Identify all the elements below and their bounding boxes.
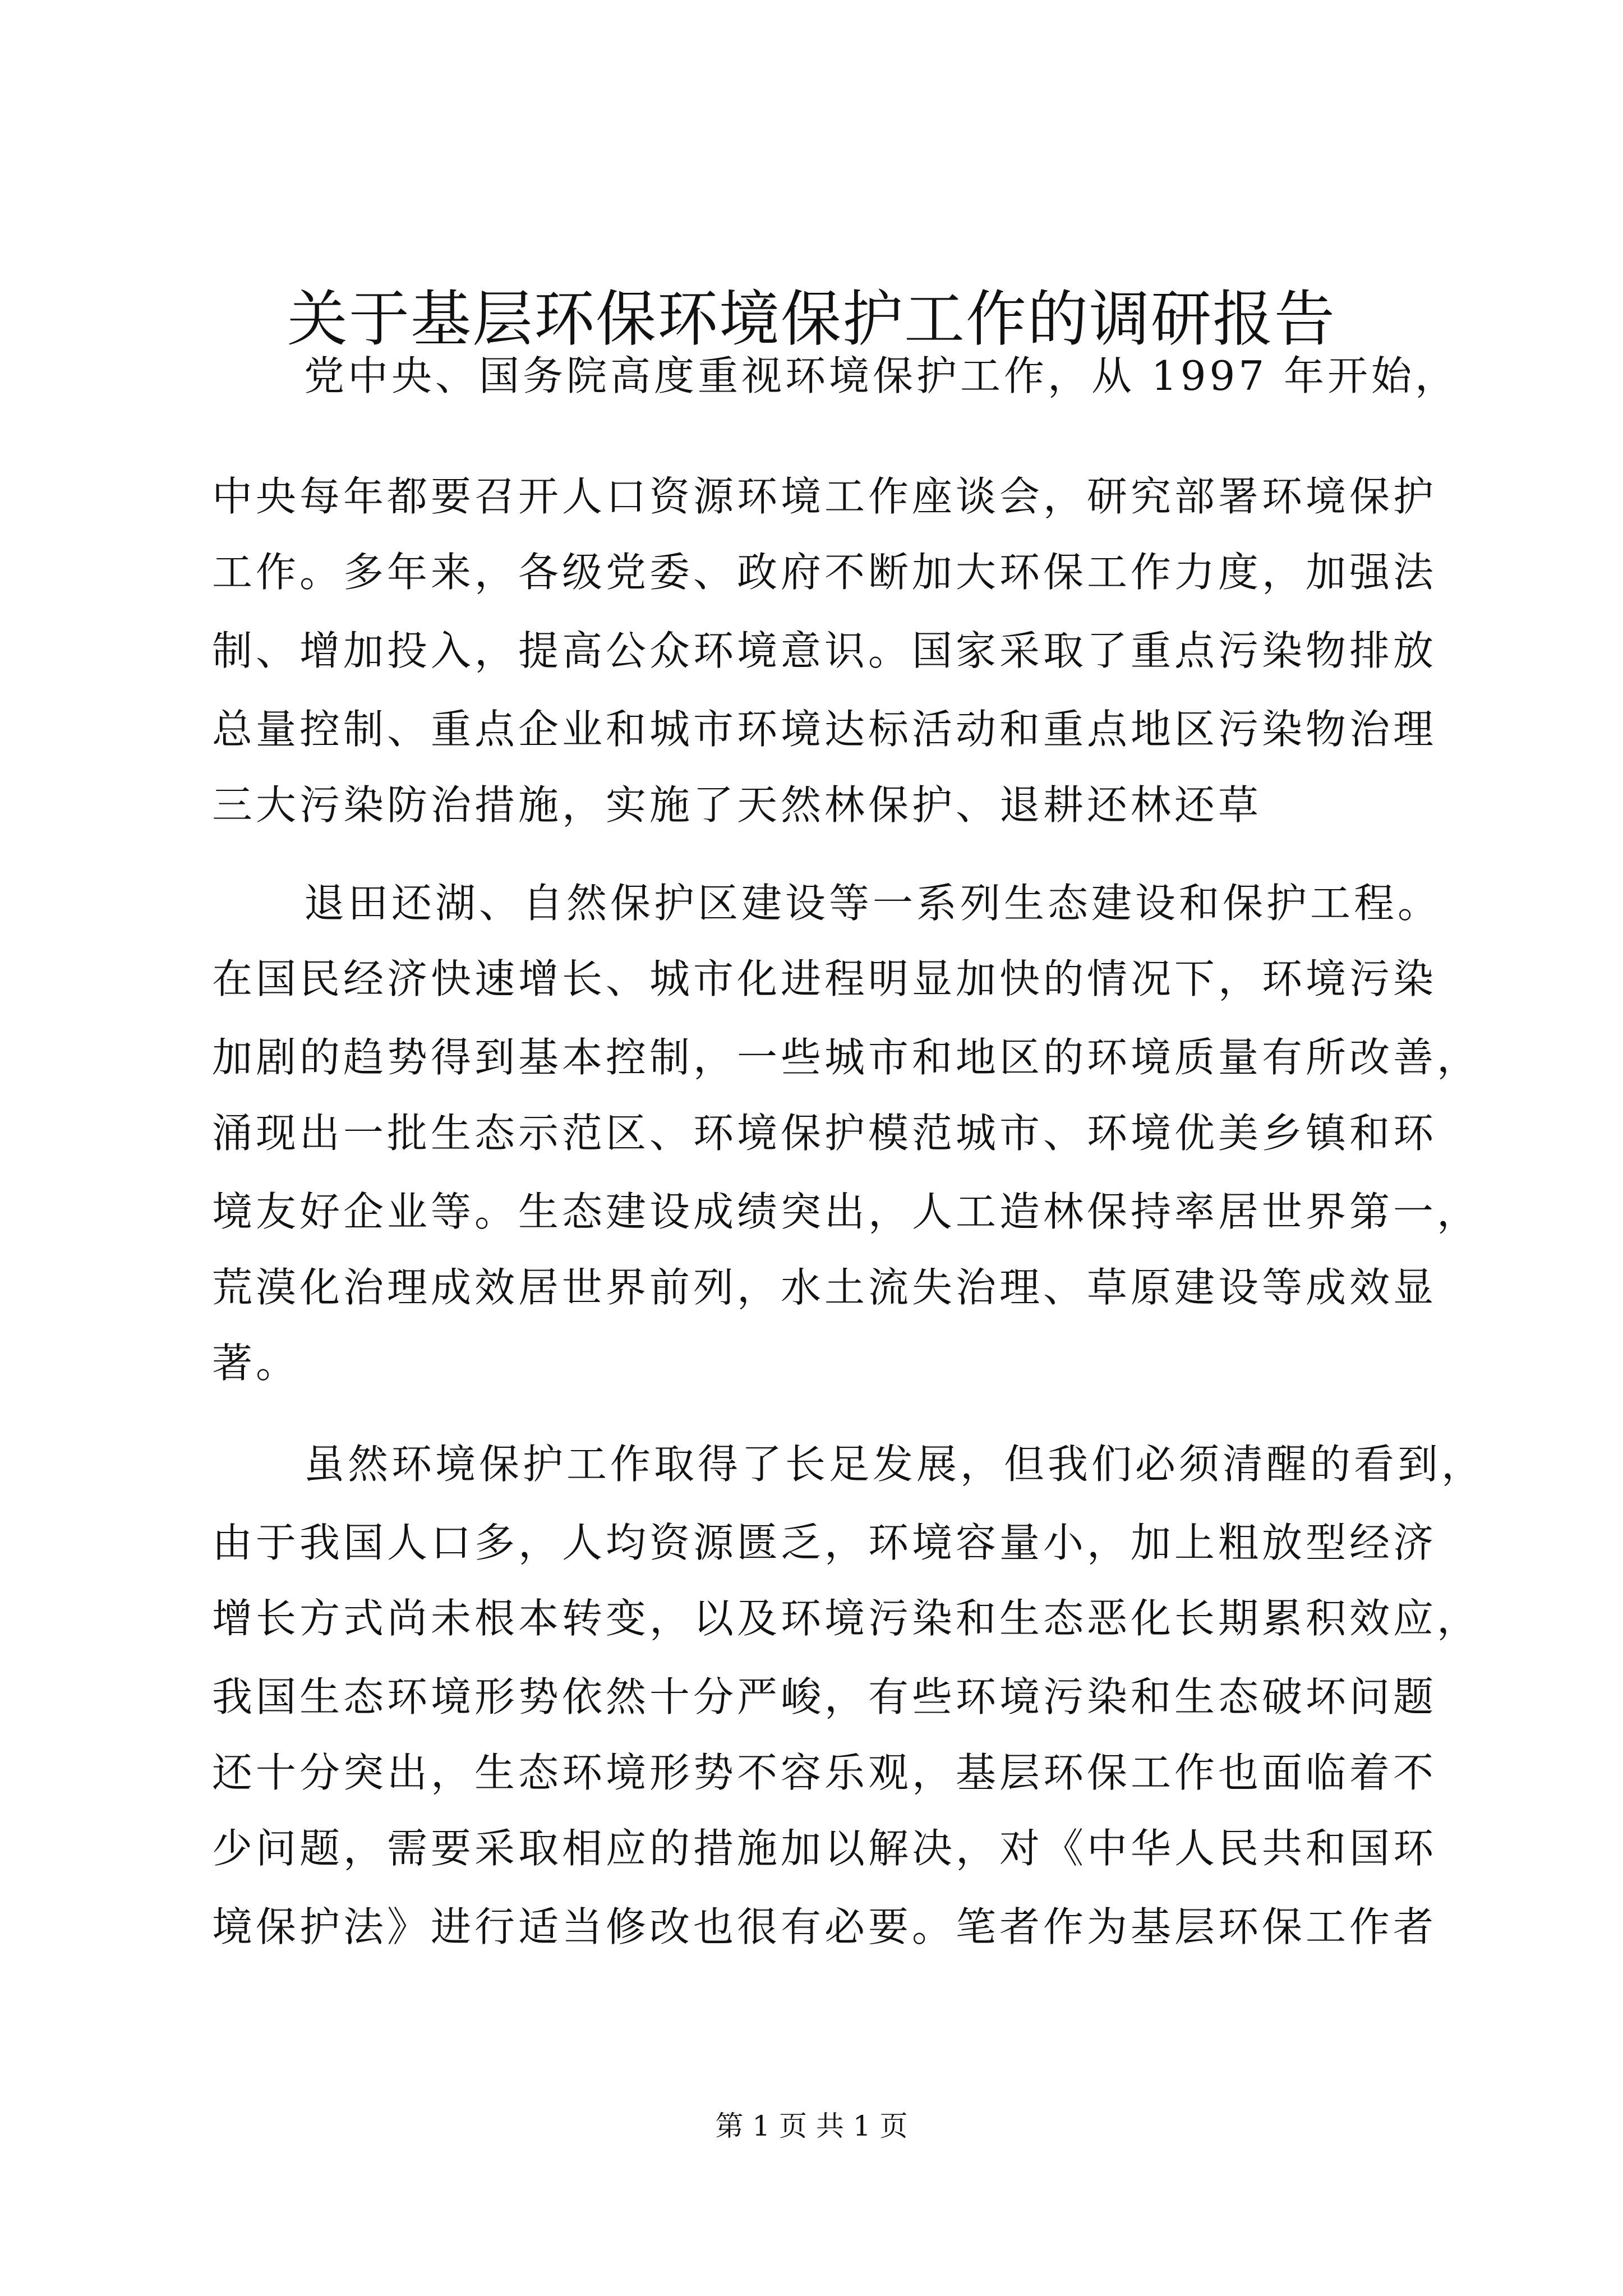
paragraph-line: 荒漠化治理成效居世界前列，水土流失治理、草原建设等成效显 (212, 1264, 1437, 1311)
paragraph-line: 著。 (212, 1340, 300, 1387)
paragraph-line: 中央每年都要召开人口资源环境工作座谈会，研究部署环境保护 (212, 473, 1437, 520)
document-title: 关于基层环保环境保护工作的调研报告 (287, 284, 1336, 355)
paragraph-line: 还十分突出，生态环境形势不容乐观，基层环保工作也面临着不 (212, 1749, 1437, 1796)
paragraph-line: 我国生态环境形势依然十分严峻，有些环境污染和生态破坏问题 (212, 1673, 1437, 1720)
paragraph-line: 由于我国人口多，人均资源匮乏，环境容量小，加上粗放型经济 (212, 1519, 1437, 1566)
paragraph-line: 退田还湖、自然保护区建设等一系列生态建设和保护工程。 (304, 880, 1442, 927)
paragraph-line: 在国民经济快速增长、城市化进程明显加快的情况下，环境污染 (212, 955, 1437, 1002)
paragraph-line: 总量控制、重点企业和城市环境达标活动和重点地区污染物治理 (212, 706, 1437, 753)
paragraph-line: 虽然环境保护工作取得了长足发展，但我们必须清醒的看到， (304, 1441, 1486, 1488)
paragraph-line: 制、增加投入，提高公众环境意识。国家采取了重点污染物排放 (212, 627, 1437, 674)
paragraph-line: 加剧的趋势得到基本控制，一些城市和地区的环境质量有所改善， (212, 1034, 1481, 1081)
paragraph-line: 增长方式尚未根本转变，以及环境污染和生态恶化长期累积效应， (212, 1595, 1481, 1642)
page-number-footer: 第 1 页 共 1 页 (715, 2110, 908, 2142)
paragraph-line: 境保护法》进行适当修改也很有必要。笔者作为基层环保工作者 (212, 1903, 1437, 1950)
paragraph-line: 工作。多年来，各级党委、政府不断加大环保工作力度，加强法 (212, 549, 1437, 596)
paragraph-line: 少问题，需要采取相应的措施加以解决，对《中华人民共和国环 (212, 1825, 1437, 1872)
paragraph-line: 党中央、国务院高度重视环境保护工作，从 1997 年开始， (304, 352, 1459, 399)
paragraph-line: 三大污染防治措施，实施了天然林保护、退耕还林还草 (212, 781, 1262, 829)
paragraph-line: 涌现出一批生态示范区、环境保护模范城市、环境优美乡镇和环 (212, 1110, 1437, 1157)
paragraph-line: 境友好企业等。生态建设成绩突出，人工造林保持率居世界第一， (212, 1188, 1481, 1235)
